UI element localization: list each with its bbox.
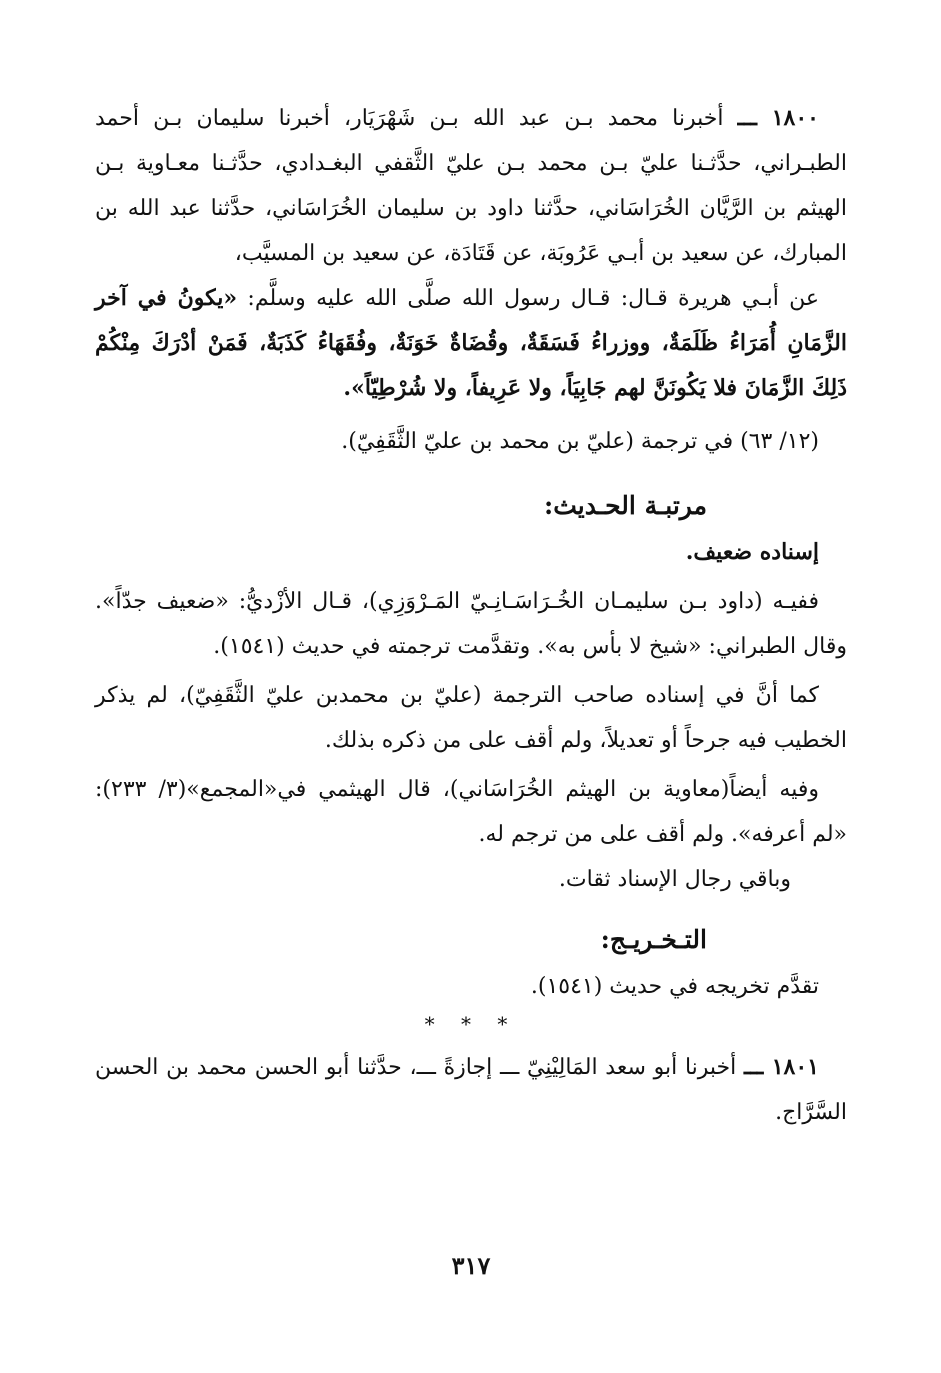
hadith-1801-text: أخبرنا أبو سعد المَالِيْنِيّ ـــ إجازةً ـــ، حدَّثنا أبو الحسن محمد بن الحسن السَّرَّاج.	[95, 1055, 847, 1125]
hadith-number-1801: ١٨٠١ ـــ	[744, 1054, 819, 1080]
hadith-1800-source	[95, 419, 847, 464]
page-number: ٣١٧	[451, 1251, 491, 1280]
grade-paragraph-2: كما أنَّ في إسناده صاحب الترجمة (عليّ بن محمدبن عليّ الثَّقَفِيّ)، لم يذكر الخطيب فيه جرحاً أو تعديلاً، ولم أقف على من ذكره بذلك.	[95, 683, 847, 753]
hadith-number-1800: ١٨٠٠ ـــ	[737, 105, 819, 131]
grade-verdict: إسناده ضعيف.	[685, 539, 819, 565]
grade-paragraph-4: وباقي رجال الإسناد ثقات.	[558, 867, 791, 892]
section-separator: * * *	[424, 1012, 518, 1036]
matn-text: «يكونُ في آخر الزَّمَانِ أُمَرَاءُ ظَلَمَةٌ، ووزراءُ فَسَقَةٌ، وقُضَاةٌ خَوَنَةٌ، وفُقَهَاءُ كَذَبَةٌ، فَمَنْ أدْرَكَ مِنْكُمْ ذَلِكَ الزَّمَانَ فلا يَكُونَنَّ لهم جَابِيَاً، ولا عَرِيفاً، ولا شُرْطِيّاً».	[95, 285, 847, 401]
grade-heading: مرتبـة الحـديث:	[543, 491, 707, 520]
hadith-1800-isnad	[95, 96, 847, 276]
takhrij-text: تقدَّم تخريجه في حديث (١٥٤١).	[530, 974, 819, 999]
hadith-1801	[95, 1045, 847, 1135]
grade-paragraph-3: وفيه أيضاً(معاوية بن الهيثم الخُرَاسَاني)، قال الهيثمي في«المجمع»(٣/ ٢٣٣): «لم أعرفه». ولم أقف على من ترجم له.	[95, 777, 847, 847]
hadith-1800-matn	[95, 276, 847, 411]
takhrij-heading: التـخـريـج:	[600, 925, 707, 954]
source-reference: (١٢/ ٦٣) في ترجمة (عليّ بن محمد بن عليّ الثَّقَفِيّ).	[341, 429, 819, 454]
isnad-text: أخبرنا محمد بـن عبد الله بـن شَهْرَيَار، أخبرنا سليمان بـن أحمد الطبـراني، حدَّثـنا عليّ بـن محمد بـن عليّ الثَّقفي البغـدادي، حدَّثـنا معـاوية بـن الهيثم بن الرَّيَّان الخُرَاسَاني، حدَّثنا داود بن سليمان الخُرَاسَاني، حدَّثنا عبد الله بن المبارك، عن سعيد بن أبـي عَرُوبَة، عن قَتَادَة، عن سعيد بن المسيَّب،	[95, 106, 847, 266]
book-page	[95, 96, 847, 1306]
matn-intro: عن أبـي هريرة قـال: قـال رسول الله صلَّى الله عليه وسلَّم:	[247, 286, 819, 311]
grade-paragraph-1: ففيـه (داود بـن سليمـان الخُـرَاسَـانِـيّ المَـرْوَزِي)، قـال الأزْديُّ: «ضعيف جدّاً». وقال الطبراني: «شيخ لا بأس به». وتقدَّمت ترجمته في حديث (١٥٤١).	[95, 589, 847, 659]
